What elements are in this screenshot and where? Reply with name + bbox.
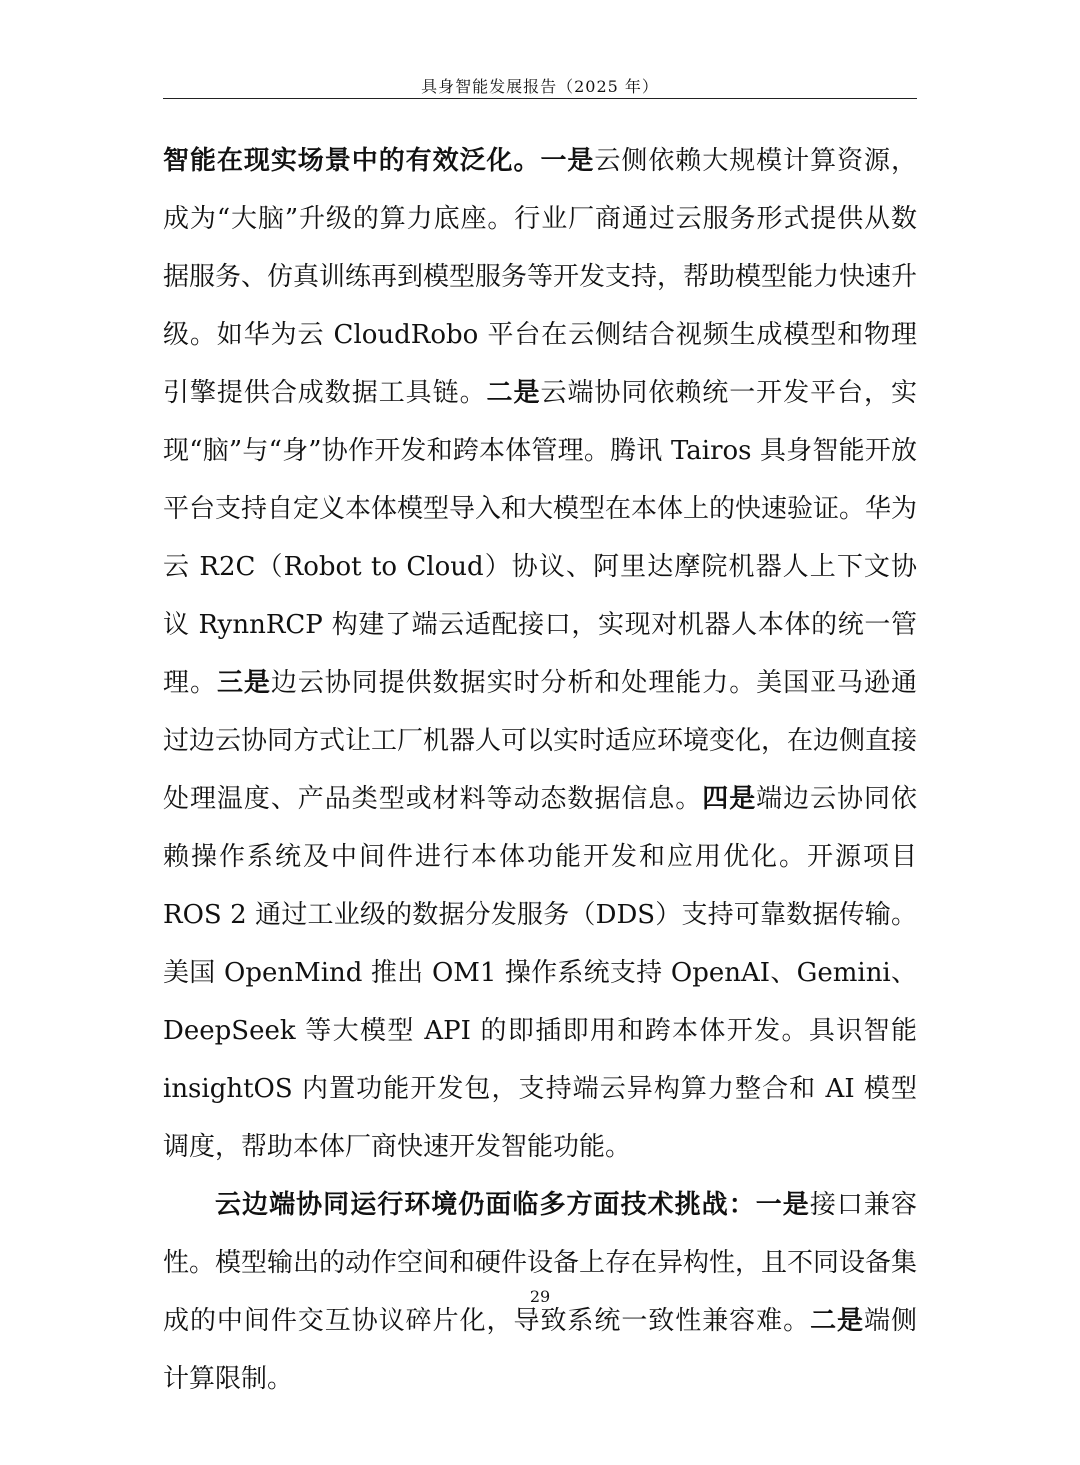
emphasis-text: 二是 [486,378,541,408]
emphasis-text: 二是 [810,1306,865,1336]
emphasis-text: 四是 [702,784,757,814]
header-rule [163,98,917,99]
emphasis-text: 智能在现实场景中的有效泛化。一是 [163,146,595,176]
paragraph-text: 接口兼容性。模型输出的动作空间和硬件设备上存在异构性，且不同设备集成的中间件交互协议碎片化，导致系统一致性兼容难。 [163,1190,918,1336]
paragraph-text: 云端协同依赖统一开发平台，实现“脑”与“身”协作开发和跨本体管理。腾讯 Tairos 具身智能开放平台支持自定义本体模型导入和大模型在本体上的快速验证。华为云 R2C（Robot to Cloud）协议、阿里达摩院机器人上下文协议 RynnRCP 构建了端云适配接口，实现对机器人本体的统一管理。 [163,378,918,698]
page-number: 29 [529,1287,551,1306]
paragraph-text: 端边云协同依赖操作系统及中间件进行本体功能开发和应用优化。开源项目 ROS 2 通过工业级的数据分发服务（DDS）支持可靠数据传输。美国 OpenMind 推出 OM1 操作系统支持 OpenAI、Gemini、DeepSeek 等大模型 API 的即插即用和跨本体开发。具识智能 insightOS 内置功能开发包，支持端云异构算力整合和 AI 模型调度，帮助本体厂商快速开发智能功能。 [163,784,917,1162]
emphasis-text: 一是 [755,1190,810,1220]
emphasis-text: 三是 [216,668,271,698]
paragraph-text: 云侧依赖大规模计算资源，成为“大脑”升级的算力底座。行业厂商通过云服务形式提供从数据服务、仿真训练再到模型服务等开发支持，帮助模型能力快速升级。如华为云 CloudRobo 平台在云侧结合视频生成模型和物理引擎提供合成数据工具链。 [163,146,918,408]
running-header: 具身智能发展报告（2025 年） [421,77,659,96]
paragraph-text: 端侧计算限制。 [163,1306,917,1394]
body-paragraph [163,132,917,1176]
paragraph-text: 边云协同提供数据实时分析和处理能力。美国亚马逊通过边云协同方式让工厂机器人可以实时适应环境变化，在边侧直接处理温度、产品类型或材料等动态数据信息。 [163,668,918,814]
emphasis-text: 云边端协同运行环境仍面临多方面技术挑战： [215,1190,756,1220]
body-text [163,132,917,1408]
